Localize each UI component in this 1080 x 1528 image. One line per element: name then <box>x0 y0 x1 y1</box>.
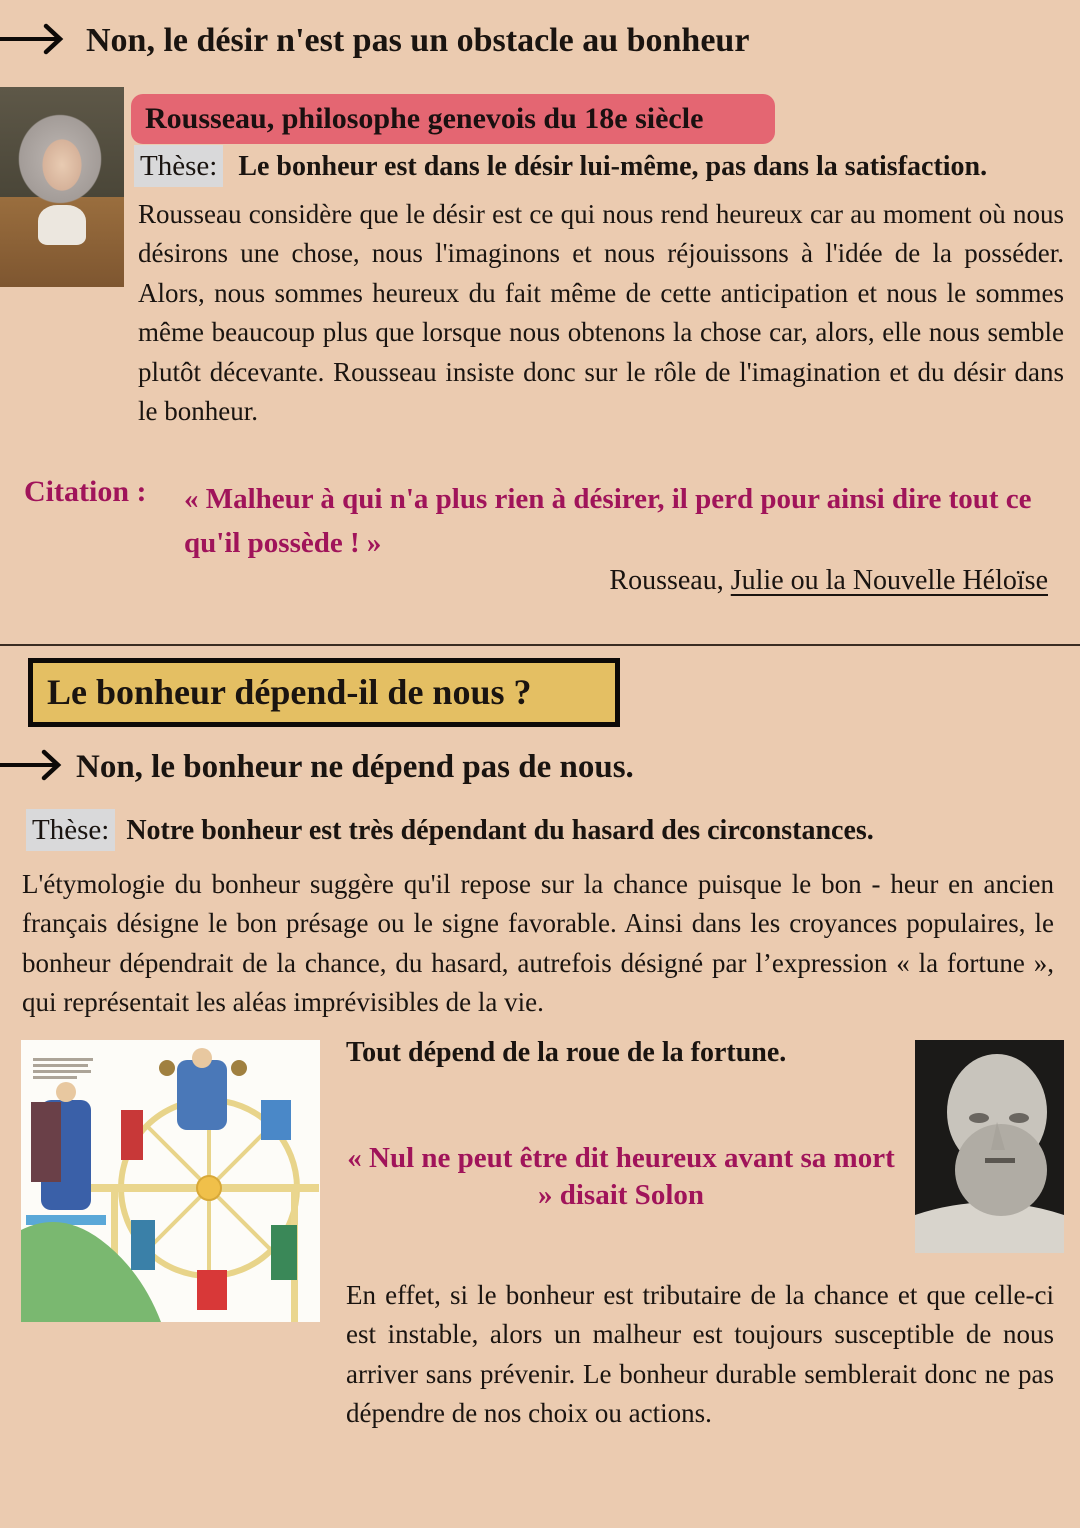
rousseau-portrait <box>0 87 124 287</box>
citation-label: Citation : <box>24 475 147 508</box>
these-text: Notre bonheur est très dépendant du hasard des circonstances. <box>126 815 874 846</box>
wheel-of-fortune-image <box>21 1040 320 1322</box>
wheel-of-fortune-illustration <box>21 1040 320 1322</box>
section-divider <box>0 644 1080 646</box>
these-row-1 <box>134 145 987 187</box>
citation-source <box>609 565 1048 597</box>
section1-heading <box>0 22 749 60</box>
section2-heading <box>0 748 634 786</box>
arrow-right-icon <box>0 22 66 56</box>
source-work-title: Julie ou la Nouvelle Héloïse <box>730 565 1048 596</box>
section1-heading-text: Non, le désir n'est pas un obstacle au bonheur <box>86 22 750 59</box>
solon-bust-image <box>915 1040 1064 1253</box>
question-box: Le bonheur dépend-il de nous ? <box>28 658 620 727</box>
section2-heading-text: Non, le bonheur ne dépend pas de nous. <box>76 749 634 785</box>
wheel-caption: Tout dépend de la roue de la fortune. <box>346 1037 787 1068</box>
these-label: Thèse: <box>134 145 223 187</box>
etymology-paragraph: L'étymologie du bonheur suggère qu'il repose sur la chance puisque le bon - heur en ancien français désigne le bon présage ou le signe favorable. Ainsi dans les croyances populaires, le bonheur dépendrait de la chance, du hasard, autrefois désigné par l’expression « la fortune », qui représentait les aléas imprévisibles de la vie. <box>22 869 1054 1018</box>
arrow-right-icon <box>0 748 64 782</box>
these-text: Le bonheur est dans le désir lui-même, pas dans la satisfaction. <box>238 151 988 182</box>
rousseau-paragraph: Rousseau considère que le désir est ce qui nous rend heureux car au moment où nous désirons une chose, nous l'imaginons et nous réjouissons à l'idée de la posséder. Alors, nous sommes heureux du fait même de cette anticipation et nous le sommes même beaucoup plus que lorsque nous obtenons la chose car, alors, elle nous semble plutôt décevante. Rousseau insiste donc sur le rôle de l'imagination et du désir dans le bonheur. <box>138 199 1064 427</box>
source-author: Rousseau, <box>609 565 731 596</box>
conclusion-paragraph: En effet, si le bonheur est tributaire de la chance et que celle-ci est instable, alors un malheur est toujours susceptible de nous arriver sans prévenir. Le bonheur durable semblerait donc ne pas dépendre de nos choix ou actions. <box>346 1280 1054 1429</box>
these-row-2 <box>26 809 874 851</box>
philosopher-banner: Rousseau, philosophe genevois du 18e siècle <box>131 94 775 144</box>
portrait-collar <box>38 205 86 245</box>
solon-quote: « Nul ne peut être dit heureux avant sa mort » disait Solon <box>347 1142 895 1211</box>
citation-quote: « Malheur à qui n'a plus rien à désirer, il perd pour ainsi dire tout ce qu'il possède ! » <box>184 483 1032 559</box>
these-label: Thèse: <box>26 809 115 851</box>
solon-bust-illustration <box>915 1040 1064 1253</box>
